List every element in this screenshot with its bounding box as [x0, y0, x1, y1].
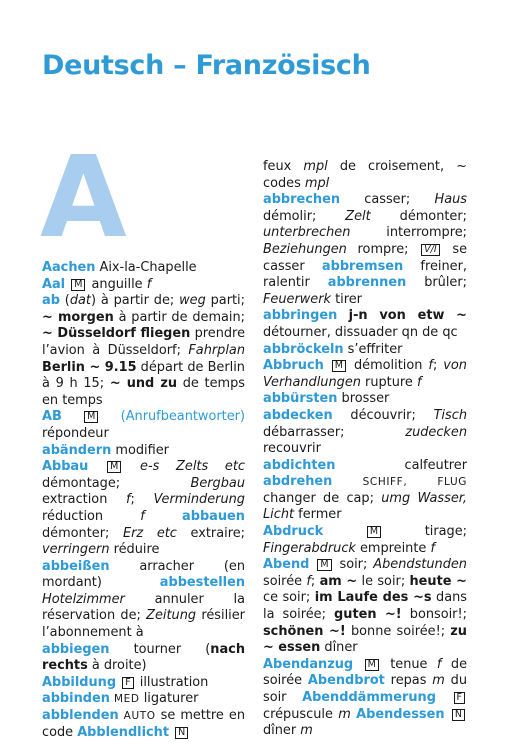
gender-box: M: [71, 279, 85, 291]
headword: abbrechen: [263, 192, 340, 208]
entry-abdecken: [263, 408, 467, 458]
text: calfeutrer: [335, 457, 467, 473]
entry-abbiegen: [42, 642, 245, 675]
gender-label: f: [436, 656, 442, 672]
text: de temps en temps: [42, 376, 245, 408]
text: interrompre;: [350, 225, 467, 241]
text: dîner: [263, 723, 301, 739]
phrase: nach rechts: [42, 641, 245, 674]
text: de croisement, ~ codes: [263, 159, 467, 191]
headword: Abbildung: [42, 674, 117, 690]
phrase: am ~: [319, 573, 358, 589]
entry-abdruck: [263, 524, 467, 557]
context: unterbrechen: [263, 225, 351, 241]
entry-abbuersten: [263, 391, 467, 408]
headword: abbauen: [182, 508, 245, 524]
text: départ de Berlin à 9 h 15;: [42, 359, 245, 392]
text: se casser: [263, 241, 467, 274]
context: Erz etc: [122, 525, 177, 541]
entry-abend: [263, 557, 467, 657]
text: empreinte: [355, 540, 431, 556]
translation: illustration: [135, 674, 209, 690]
text: prendre l’avion à Düsseldorf;: [42, 326, 246, 358]
headword: abdichten: [263, 457, 336, 473]
context: Abendstunden: [373, 557, 467, 573]
translation: modifier: [111, 442, 169, 458]
headword: abbröckeln: [263, 341, 344, 357]
text: extraction: [42, 492, 126, 508]
entry-abaendern: [42, 443, 245, 460]
gender-box: M: [107, 461, 121, 473]
text: ;: [432, 358, 444, 374]
text: tourner (: [109, 641, 211, 657]
entry-ab-abbr: [42, 409, 245, 442]
grammar-box: V/I: [421, 244, 440, 256]
context: von Verhandlungen: [263, 358, 467, 390]
text: ;: [130, 492, 154, 508]
phrase: heute ~: [409, 573, 467, 589]
abbreviation: (Anrufbeantworter): [120, 409, 245, 425]
context: Feuerwerk: [263, 291, 331, 307]
dictionary-title: Deutsch – Französisch: [42, 50, 371, 81]
gender-box: M: [317, 559, 331, 571]
gender-box: F: [454, 692, 465, 704]
phrase: ~ und zu: [109, 376, 178, 392]
translation: brosser: [337, 391, 390, 407]
text: soirée: [263, 573, 307, 589]
text: à droite): [87, 658, 147, 674]
translation: répondeur: [42, 425, 109, 441]
headword: Aachen: [42, 260, 96, 275]
left-column: [42, 260, 246, 740]
phrase: ~ Düsseldorf fliegen: [42, 326, 191, 342]
headword: Aal: [42, 276, 66, 292]
entry-abbrechen: [263, 192, 467, 308]
text: démolition: [348, 358, 429, 374]
text: feux: [263, 159, 304, 174]
text: dans la soirée;: [263, 590, 467, 623]
entry-abbildung: [42, 675, 245, 692]
headword: Abblendlicht: [77, 724, 170, 740]
headword: ab: [42, 293, 60, 309]
context: Beziehungen: [263, 241, 347, 257]
gender-box: M: [332, 360, 346, 372]
text: dîner: [320, 640, 358, 656]
gender-box: N: [175, 727, 188, 739]
text: découvrir;: [332, 407, 434, 423]
text: ce soir;: [263, 590, 315, 606]
text: extraire;: [176, 525, 245, 541]
gender-label: f: [430, 540, 435, 556]
headword: abbeißen: [42, 558, 110, 574]
translation: Aix-la-Chapelle: [95, 260, 197, 275]
text: bonne soirée!;: [345, 623, 451, 639]
context: Zelt: [345, 208, 371, 224]
text: changer de cap;: [263, 490, 382, 506]
entry-abbinden: [42, 691, 245, 708]
right-column: [263, 159, 468, 739]
headword: Abbruch: [263, 358, 324, 374]
text: démonter;: [42, 525, 123, 541]
context: weg: [179, 293, 206, 309]
context: Fingerabdruck: [263, 540, 356, 556]
headword: AB: [42, 409, 62, 425]
text: résilier l’abonnement à: [42, 608, 245, 641]
headword: abbringen: [263, 308, 338, 324]
context: Fahrplan: [188, 342, 245, 358]
text: tirage;: [383, 524, 467, 540]
text: réduction: [42, 508, 141, 524]
gender-box: F: [122, 677, 133, 689]
headword: Abendbrot: [307, 673, 385, 689]
text: débarrasser;: [263, 424, 406, 440]
text: démonter;: [370, 208, 467, 224]
context: verringern: [42, 542, 110, 558]
headword: abbiegen: [42, 641, 110, 657]
entry-abbeissen: [42, 559, 245, 642]
phrase: zu ~ essen: [263, 623, 467, 656]
text: brûler;: [406, 275, 468, 291]
text: fermer: [294, 507, 342, 523]
entry-continuation: [263, 159, 467, 192]
headword: Abendessen: [356, 706, 445, 722]
phrase: im Laufe des ~s: [314, 590, 432, 606]
text: casser;: [340, 192, 435, 208]
text: bonsoir!;: [401, 607, 467, 623]
headword: abdrehen: [263, 474, 333, 490]
entry-aachen: [42, 260, 245, 277]
text: se mettre en code: [42, 708, 245, 740]
text: le soir;: [357, 573, 410, 589]
context: umg Wasser, Licht: [263, 490, 467, 523]
gender-label: m: [300, 723, 313, 739]
gender-box: M: [365, 659, 379, 671]
text: recouvrir: [263, 441, 321, 457]
text: arracher (en mordant): [42, 558, 245, 591]
context: Zeitung: [146, 608, 197, 624]
translation: s’effriter: [343, 341, 403, 357]
phrase: schönen ~!: [263, 623, 346, 639]
context: zudecken: [405, 424, 467, 440]
text: parti;: [205, 293, 245, 309]
phrase: ~ morgen: [42, 309, 114, 325]
text: tenue: [380, 656, 437, 672]
context: e-s Zelts etc: [140, 459, 245, 475]
text: rupture: [360, 374, 417, 390]
headword: abbürsten: [263, 391, 338, 407]
headword: abbrennen: [327, 275, 407, 291]
headword: abbremsen: [321, 258, 404, 274]
entry-abbringen: [263, 308, 467, 341]
domain-label: SCHIFF, FLUG: [362, 476, 467, 489]
entry-abdichten: [263, 458, 467, 524]
context: Verminderung: [153, 492, 245, 508]
headword: abändern: [42, 442, 112, 458]
headword: Abendanzug: [263, 656, 354, 672]
phrase: guten ~!: [334, 607, 402, 623]
text: annuler la réservation de;: [42, 591, 245, 624]
gender-box: M: [367, 526, 381, 538]
gender-label: f: [306, 573, 311, 589]
context: Haus: [434, 192, 467, 208]
text: rompre;: [346, 241, 420, 257]
text: (: [59, 293, 70, 309]
text: tirer: [330, 291, 362, 307]
headword: Abend: [263, 557, 310, 573]
headword: Abenddämmerung: [302, 690, 436, 705]
translation: anguille: [87, 276, 147, 292]
gender-label: f: [416, 374, 422, 390]
text: démolir;: [263, 208, 346, 224]
domain-label: AUTO: [123, 710, 156, 723]
text: crépuscule: [263, 706, 339, 722]
text: repas: [384, 673, 433, 689]
headword: abblenden: [42, 708, 119, 724]
gender-label: mpl: [304, 175, 330, 191]
translation: ligaturer: [139, 691, 199, 707]
context: Bergbau: [190, 475, 245, 491]
gender-box: N: [452, 709, 465, 721]
gender-label: f: [428, 358, 433, 374]
context: Tisch: [433, 407, 467, 423]
section-letter: A: [40, 133, 127, 263]
text: ) à partir de;: [90, 293, 180, 309]
text: freiner, ralentir: [263, 258, 467, 291]
text: ;: [310, 573, 320, 589]
phrase: j-n von etw ~: [348, 308, 467, 324]
headword: abdecken: [263, 407, 333, 423]
gender-label: f: [146, 276, 152, 292]
text: détourner, dissuader qn de qc: [263, 324, 458, 340]
context: dat: [69, 293, 91, 309]
text: du soir: [263, 673, 467, 705]
entry-abendanzug: [263, 657, 467, 740]
phrase: Berlin ~ 9.15: [42, 359, 137, 375]
entry-abblenden: [42, 708, 245, 741]
headword: abbestellen: [159, 575, 245, 591]
headword: Abdruck: [263, 524, 324, 540]
entry-abbroeckeln: [263, 342, 467, 359]
gender-label: f: [140, 508, 145, 524]
text: à partir de demain;: [113, 309, 245, 325]
entry-abbau: [42, 459, 245, 559]
text: de soirée: [263, 656, 467, 689]
gender-label: mpl: [303, 159, 328, 174]
gender-label: m: [338, 706, 351, 722]
text: réduire: [109, 542, 160, 558]
context: Hotelzimmer: [42, 591, 125, 607]
entry-aal: [42, 277, 245, 294]
gender-box: M: [84, 411, 98, 423]
text: démontage;: [42, 475, 191, 491]
headword: Abbau: [42, 459, 89, 475]
gender-label: m: [432, 673, 445, 689]
gender-label: f: [125, 492, 131, 508]
headword: abbinden: [42, 691, 110, 707]
domain-label: MED: [114, 693, 140, 706]
text: soir;: [333, 557, 374, 573]
entry-abbruch: [263, 358, 467, 391]
entry-ab: [42, 293, 245, 409]
